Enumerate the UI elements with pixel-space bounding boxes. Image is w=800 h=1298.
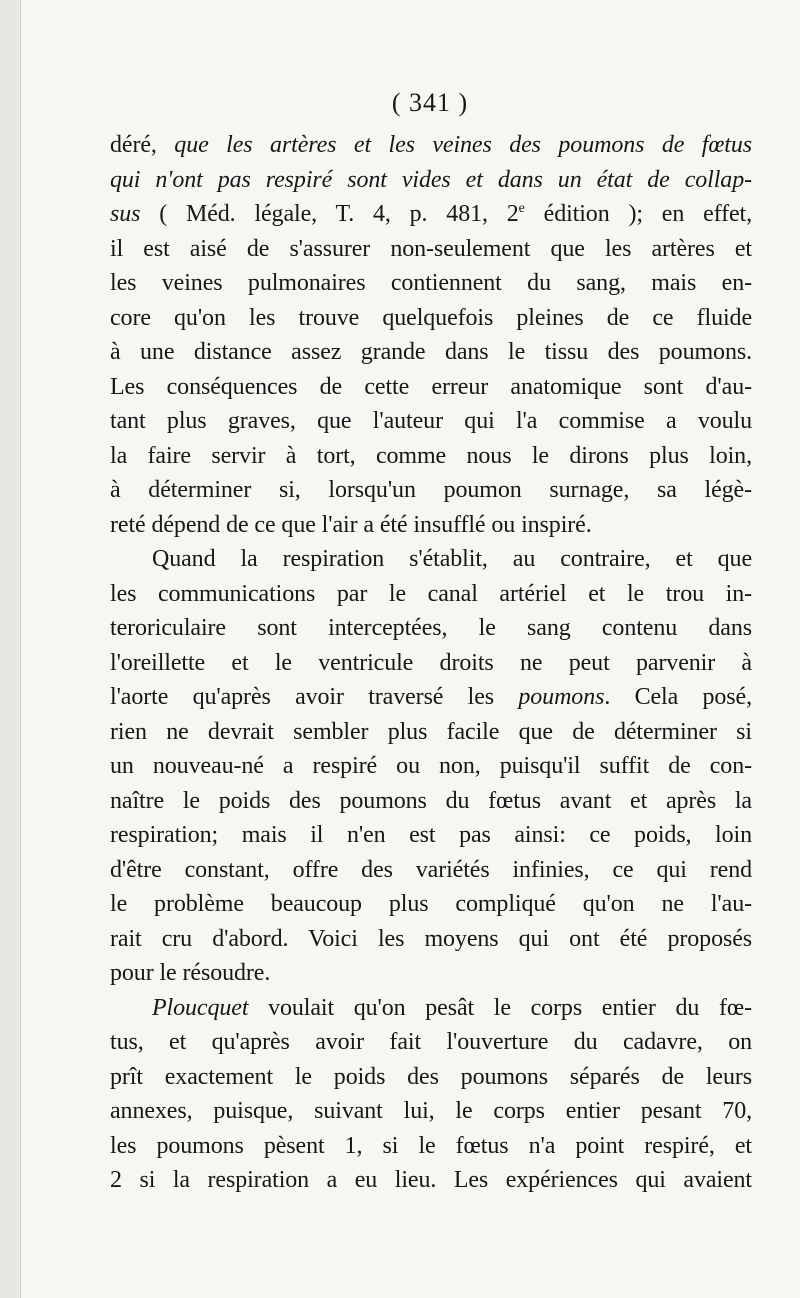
text-line-9: tant plus graves, que l'auteur qui l'a commise a voulu — [110, 408, 752, 434]
text-line-30: les poumons pèsent 1, si le fœtus n'a point respiré, et — [110, 1132, 752, 1159]
text-line-1 — [110, 128, 752, 163]
text-line-24: rait cru d'abord. Voici les moyens qui ont été proposés — [110, 925, 752, 952]
text-line-27: tus, et qu'après avoir fait l'ouverture du cadavre, on — [110, 1029, 752, 1055]
text-line-4: il est aisé de s'assurer non-seulement que les artères et — [110, 235, 752, 262]
text-line-28: prît exactement le poids des poumons séparés de leurs — [110, 1063, 752, 1090]
text-segment: déré, — [110, 132, 175, 158]
text-line-25: pour le résoudre. — [110, 960, 271, 986]
text-line-11: à déterminer si, lorsqu'un poumon surnage, sa légè- — [110, 477, 752, 503]
text-line-2: qui n'ont pas respiré sont vides et dans un état de collap- — [110, 166, 752, 193]
text-line-16: l'oreillette et le ventricule droits ne peut parvenir à — [110, 649, 752, 676]
text-segment: l'aorte qu'après avoir traversé les — [110, 684, 519, 710]
text-segment: ( Méd. légale, T. 4, p. 481, 2 — [140, 201, 519, 227]
text-line-21: respiration; mais il n'en est pas ainsi: ce poids, loin — [110, 822, 752, 848]
body-text — [110, 128, 752, 1198]
text-line-14: les communications par le canal artériel et le trou in- — [110, 580, 752, 607]
text-line-17 — [110, 680, 752, 715]
text-line-10: la faire servir à tort, comme nous le dirons plus loin, — [110, 442, 752, 469]
text-line-8: Les conséquences de cette erreur anatomique sont d'au- — [110, 373, 752, 400]
text-line-20: naître le poids des poumons du fœtus avant et après la — [110, 787, 752, 814]
text-line-31: 2 si la respiration a eu lieu. Les expériences qui avaient — [110, 1167, 752, 1193]
text-line-18: rien ne devrait sembler plus facile que de déterminer si — [110, 718, 752, 745]
text-line-19: un nouveau-né a respiré ou non, puisqu'il suffit de con- — [110, 753, 752, 779]
text-segment: voulait qu'on pesât le corps entier du fœ- — [248, 994, 752, 1021]
italic-text: poumons — [518, 684, 605, 710]
text-line-15: teroriculaire sont interceptées, le sang contenu dans — [110, 615, 752, 641]
text-line-22: d'être constant, offre des variétés infinies, ce qui rend — [110, 856, 752, 883]
italic-text: que les artères et les veines des poumons de fœtus — [174, 132, 752, 158]
text-line-6: core qu'on les trouve quelquefois pleines de ce fluide — [110, 304, 752, 331]
text-line-29: annexes, puisque, suivant lui, le corps entier pesant 70, — [110, 1098, 752, 1124]
superscript: e — [518, 201, 525, 216]
page-gutter — [0, 0, 21, 1298]
text-line-13: Quand la respiration s'établit, au contraire, et que — [152, 546, 752, 572]
text-line-12: reté dépend de ce que l'air a été insufflé ou inspiré. — [110, 511, 592, 538]
text-line-23: le problème beaucoup plus compliqué qu'on ne l'au- — [110, 891, 752, 917]
italic-text: Ploucquet — [152, 994, 249, 1021]
page-number: ( 341 ) — [391, 88, 469, 117]
text-line-26 — [110, 991, 752, 1026]
text-line-7: à une distance assez grande dans le tissu des poumons. — [110, 339, 752, 365]
italic-text: sus — [110, 201, 141, 227]
text-segment: édition ); en effet, — [524, 201, 752, 227]
text-line-3 — [110, 197, 752, 232]
text-line-5: les veines pulmonaires contiennent du sang, mais en- — [110, 270, 752, 296]
text-segment: . Cela posé, — [604, 684, 752, 710]
